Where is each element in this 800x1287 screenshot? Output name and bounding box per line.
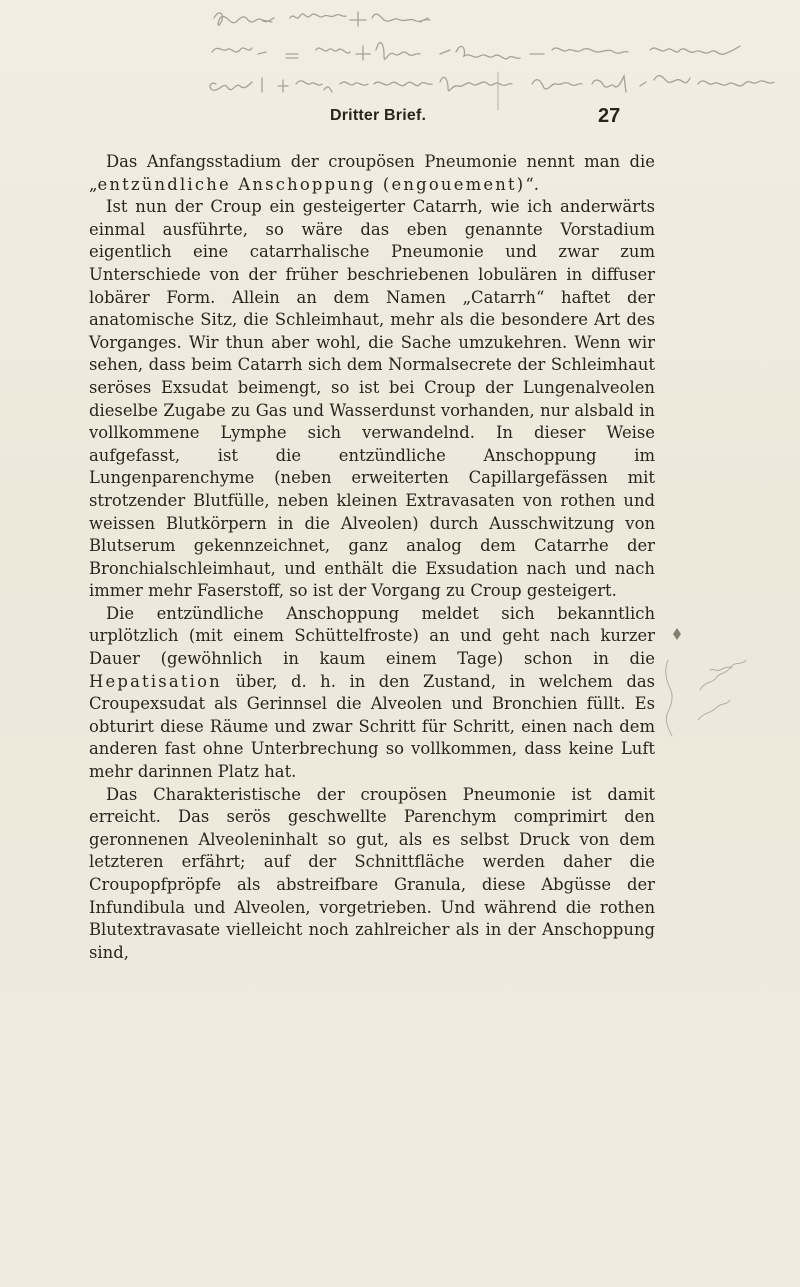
paragraph-1-lead: Das Anfangsstadium der croupösen Pneumonie nennt man die „ <box>89 152 655 194</box>
paragraph-3-tail: über, d. h. in den Zustand, in welchem das Croupexsudat als Gerinnsel die Alveolen und Bronchien füllt. Es obturirt diese Räume und zwar Schritt für Schritt, einen nach dem anderen fast ohne Unterbrechung so vollkommen, dass keine Luft mehr darinnen Platz hat. <box>89 671 655 782</box>
paragraph-3 <box>89 603 655 784</box>
paragraph-2: Ist nun der Croup ein gesteigerter Catarrh, wie ich anderwärts einmal ausführte, so wäre das eben genannte Vorstadium eigentlich eine catarrhalische Pneumonie und zwar zum Unterschiede von der früher beschriebenen lobulären in diffuser lobärer Form. Allein an dem Namen „Catarrh“ haftet der anatomische Sitz, die Schleimhaut, mehr als die besondere Art des Vorganges. Wir thun aber wohl, die Sache umzukehren. Wenn wir sehen, dass beim Catarrh sich dem Normalsecrete der Schleimhaut seröses Exsudat beimengt, so ist bei Croup der Lungenalveolen dieselbe Zugabe zu Gas und Wasserdunst vorhanden, nur alsbald in vollkommene Lymphe sich verwandelnd. In dieser Weise aufgefasst, ist die entzündliche Anschoppung im Lungenparenchyme (neben erweiterten Capillargefässen mit strotzender Blutfülle, neben kleinen Extravasaten von rothen und weissen Blutkörpern in die Alveolen) durch Ausschwitzung von Blutserum gekennzeichnet, ganz analog dem Catarrhe der Bronchialschleimhaut, und enthält die Exsudation nach und nach immer mehr Faserstoff, so ist der Vorgang zu Croup gesteigert. <box>89 197 655 601</box>
paragraph-1-tail: “. <box>525 174 539 194</box>
page-number: 27 <box>598 105 621 127</box>
paragraph-4: Das Charakteristische der croupösen Pneumonie ist damit erreicht. Das serös geschwellte Parenchym comprimirt den geronnenen Alveoleninhalt so gut, als es selbst Druck von dem letzteren erfährt; auf der Schnittfläche werden daher die Croupopfpröpfe als abstreifbare Granula, diese Abgüsse der Infundibula und Alveolen, vorgetrieben. Und während die rothen Blutextravasate vielleicht noch zahlreicher als in der Anschoppung sind, <box>89 784 655 962</box>
margin-scribble <box>660 630 770 780</box>
paragraph-3-lead: Die entzündliche Anschoppung meldet sich bekanntlich urplötzlich (mit einem Schüttelfroste) an und geht nach kurzer Dauer (gewöhnlich in kaum einem Tage) schon in die <box>89 603 655 669</box>
paragraph-1-spaced-term: entzündliche Anschoppung (engouement) <box>97 174 526 194</box>
margin-dot <box>670 626 684 642</box>
paragraph-3-spaced-term: Hepatisation <box>89 671 222 691</box>
body-text <box>89 151 655 964</box>
paragraph-1 <box>89 151 655 196</box>
page-header <box>0 105 800 135</box>
running-title: Dritter Brief. <box>330 107 427 124</box>
